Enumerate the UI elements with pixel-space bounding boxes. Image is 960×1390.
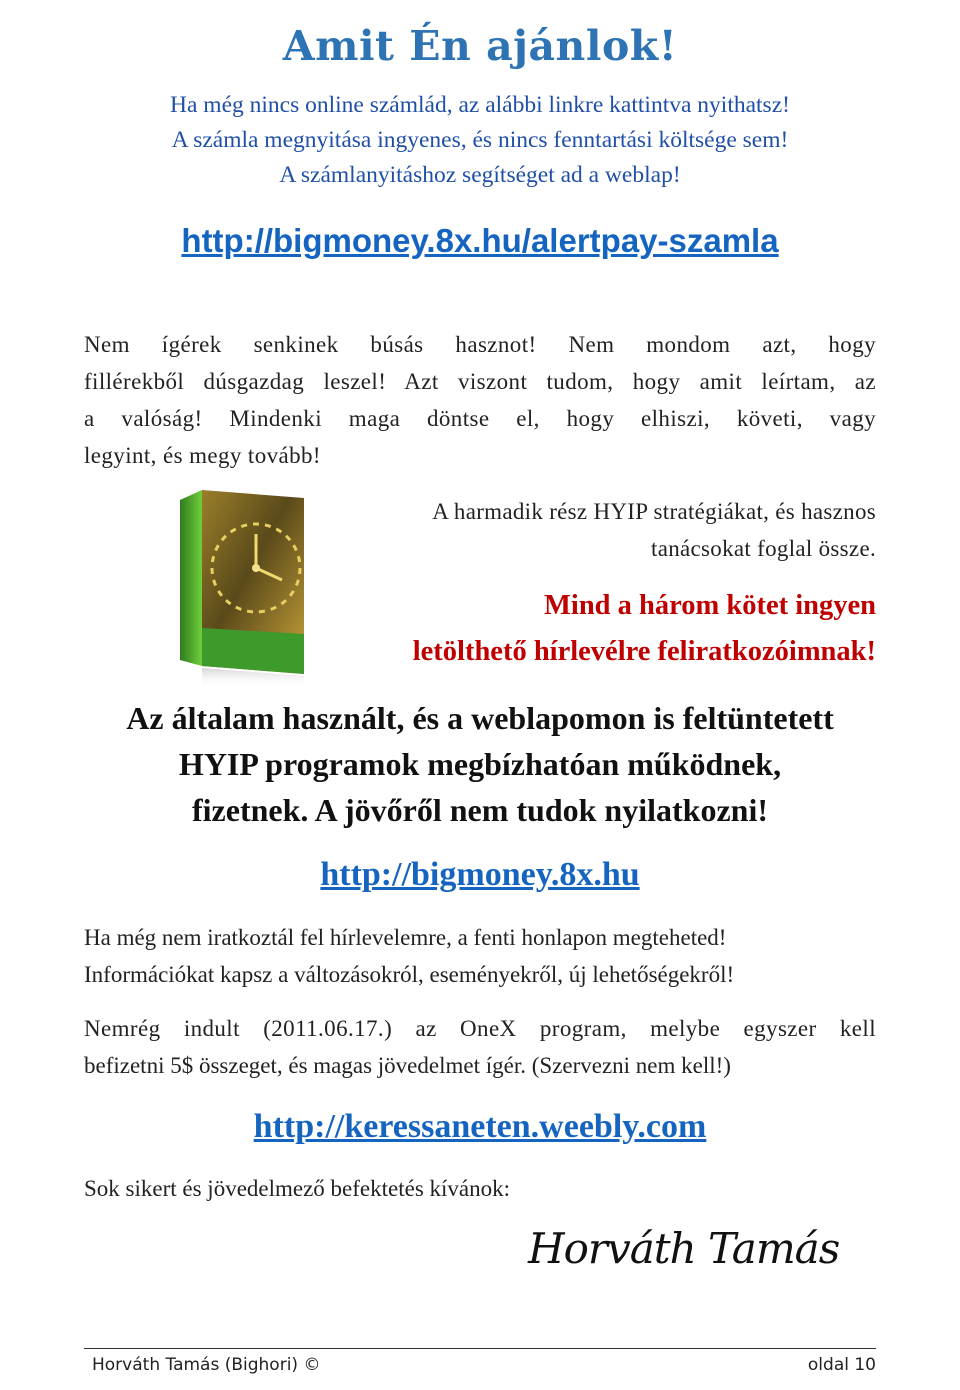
- intro-line: A számlanyitáshoz segítséget ad a weblap!: [279, 162, 681, 188]
- newsletter-line: Ha még nem iratkoztál fel hírlevelemre, a fenti honlapon megteheted!: [84, 925, 727, 950]
- closing-text: Sok sikert és jövedelmező befektetés kívánok:: [84, 1176, 511, 1201]
- intro-line: Ha még nincs online számlád, az alábbi linkre kattintva nyithatsz!: [170, 92, 790, 118]
- book-description-line: A harmadik rész HYIP stratégiákat, és hasznos: [432, 499, 876, 524]
- footer-divider: [84, 1348, 876, 1349]
- statement-line: fizetnek. A jövőről nem tudok nyilatkozni!: [191, 792, 768, 828]
- statement-line: Az általam használt, és a weblapomon is feltüntetett: [126, 700, 834, 736]
- free-offer-line: letölthető hírlevélre feliratkozóimnak!: [412, 636, 876, 667]
- bigmoney-link[interactable]: http://bigmoney.8x.hu: [320, 856, 640, 893]
- footer-page-number: oldal 10: [807, 1355, 876, 1375]
- weebly-link[interactable]: http://keressaneten.weebly.com: [253, 1108, 707, 1145]
- footer-author: Horváth Tamás (Bighori) ©: [92, 1355, 321, 1375]
- onex-line: befizetni 5$ összeget, és magas jövedelmet ígér. (Szervezni nem kell!): [84, 1053, 731, 1078]
- intro-line: A számla megnyitása ingyenes, és nincs fenntartási költsége sem!: [171, 127, 789, 153]
- signature: Horváth Tamás: [528, 1224, 840, 1273]
- statement-line: HYIP programok megbízhatóan működnek,: [178, 746, 782, 782]
- page-title: Amit Én ajánlok!: [282, 22, 678, 70]
- para1-line: Nem ígérek senkinek búsás hasznot! Nem mondom azt, hogy: [84, 332, 876, 357]
- book-cover-image: [172, 488, 322, 688]
- para1-line: fillérekből dúsgazdag leszel! Azt viszont tudom, hogy amit leírtam, az: [84, 369, 876, 394]
- para1-line: legyint, és megy tovább!: [84, 443, 321, 468]
- para1-line: a valóság! Mindenki maga döntse el, hogy elhiszi, követi, vagy: [84, 406, 876, 431]
- free-offer-line: Mind a három kötet ingyen: [544, 590, 876, 621]
- onex-line: Nemrég indult (2011.06.17.) az OneX program, melybe egyszer kell: [84, 1016, 876, 1041]
- newsletter-line: Információkat kapsz a változásokról, eseményekről, új lehetőségekről!: [84, 962, 735, 987]
- book-description-line: tanácsokat foglal össze.: [651, 536, 876, 561]
- alertpay-link[interactable]: http://bigmoney.8x.hu/alertpay-szamla: [181, 222, 779, 259]
